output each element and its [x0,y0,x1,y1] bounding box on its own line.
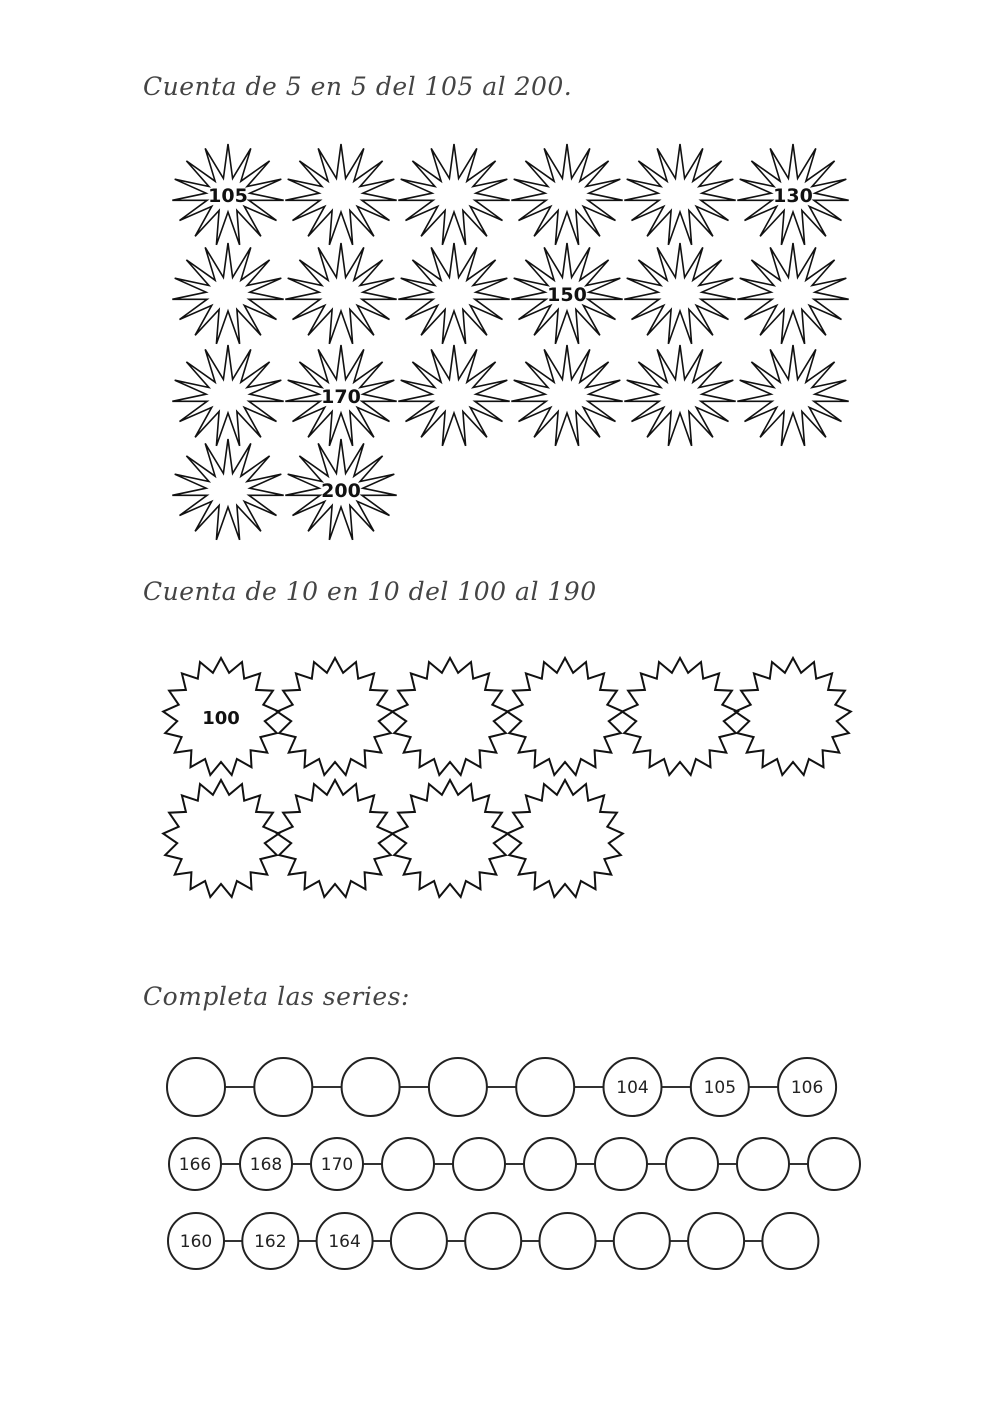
star-outline [735,658,851,775]
sun-4-2[interactable] [285,439,396,540]
sun-outline [285,243,396,344]
series-3-circle-9[interactable] [762,1213,818,1269]
series-1-circle-6[interactable] [604,1058,662,1116]
series-1-circle-8[interactable] [778,1058,836,1116]
sun-3-4[interactable] [511,345,622,446]
series-circle-outline [254,1058,312,1116]
star-2-3[interactable] [392,780,508,897]
sun-4-1[interactable] [172,439,283,540]
star-1-6[interactable] [735,658,851,775]
star-outline [392,658,508,775]
series-circle-outline [666,1138,718,1190]
series-circle-outline [391,1213,447,1269]
sun-number: 105 [208,185,248,207]
series-1-circle-4[interactable] [429,1058,487,1116]
star-outline [163,780,279,897]
series-circle-outline [465,1213,521,1269]
series-circle-outline [167,1058,225,1116]
section1-title: Cuenta de 5 en 5 del 105 al 200. [143,72,573,101]
series-2-circle-3[interactable] [311,1138,363,1190]
sun-3-3[interactable] [398,345,509,446]
series-3-circle-6[interactable] [540,1213,596,1269]
star-1-3[interactable] [392,658,508,775]
sun-number: 200 [321,480,361,502]
sun-outline [624,144,735,245]
section3-series [167,1058,860,1269]
star-outline [507,658,623,775]
sun-1-1[interactable] [172,144,283,245]
sun-3-5[interactable] [624,345,735,446]
series-2-circle-7[interactable] [595,1138,647,1190]
sun-3-2[interactable] [285,345,396,446]
series-1-circle-3[interactable] [342,1058,400,1116]
star-outline [392,780,508,897]
series-2-circle-9[interactable] [737,1138,789,1190]
sun-outline [172,345,283,446]
sun-number: 170 [321,386,361,408]
sun-outline [737,345,848,446]
star-2-4[interactable] [507,780,623,897]
series-2-circle-5[interactable] [453,1138,505,1190]
series-2-circle-1[interactable] [169,1138,221,1190]
series-2-circle-4[interactable] [382,1138,434,1190]
series-3-circle-1[interactable] [168,1213,224,1269]
series-2 [169,1138,860,1190]
series-1-circle-2[interactable] [254,1058,312,1116]
series-3-circle-5[interactable] [465,1213,521,1269]
series-number: 164 [328,1232,361,1252]
series-circle-outline [429,1058,487,1116]
sun-1-5[interactable] [624,144,735,245]
series-number: 170 [320,1155,354,1175]
section2-stars [163,658,851,897]
series-2-circle-2[interactable] [240,1138,292,1190]
series-number: 105 [703,1078,737,1098]
sun-number: 130 [773,185,813,207]
series-circle-outline [762,1213,818,1269]
star-1-4[interactable] [507,658,623,775]
series-circle-outline [595,1138,647,1190]
series-circle-outline [614,1213,670,1269]
sun-outline [398,243,509,344]
star-1-5[interactable] [622,658,738,775]
series-circle-outline [808,1138,860,1190]
series-2-circle-6[interactable] [524,1138,576,1190]
sun-outline [172,439,283,540]
sun-3-1[interactable] [172,345,283,446]
sun-outline [624,345,735,446]
sun-1-2[interactable] [285,144,396,245]
sun-2-4[interactable] [511,243,622,344]
star-outline [277,780,393,897]
section1-suns [172,144,848,540]
series-3 [168,1213,818,1269]
series-circle-outline [524,1138,576,1190]
section2-title: Cuenta de 10 en 10 del 100 al 190 [143,577,597,606]
series-3-circle-8[interactable] [688,1213,744,1269]
series-number: 106 [790,1078,824,1098]
series-circle-outline [382,1138,434,1190]
star-outline [507,780,623,897]
series-number: 104 [616,1078,649,1098]
series-3-circle-7[interactable] [614,1213,670,1269]
series-circle-outline [342,1058,400,1116]
sun-outline [511,345,622,446]
sun-outline [172,243,283,344]
sun-outline [737,243,848,344]
sun-2-5[interactable] [624,243,735,344]
star-outline [622,658,738,775]
series-circle-outline [540,1213,596,1269]
series-1-circle-7[interactable] [691,1058,749,1116]
series-3-circle-3[interactable] [317,1213,373,1269]
sun-outline [398,345,509,446]
series-2-circle-8[interactable] [666,1138,718,1190]
series-3-circle-4[interactable] [391,1213,447,1269]
star-2-2[interactable] [277,780,393,897]
series-circle-outline [737,1138,789,1190]
sun-2-2[interactable] [285,243,396,344]
series-circle-outline [688,1213,744,1269]
series-2-circle-10[interactable] [808,1138,860,1190]
series-number: 160 [179,1232,213,1252]
star-number: 100 [202,708,240,729]
section3-title: Completa las series: [143,982,410,1011]
star-2-1[interactable] [163,780,279,897]
star-outline [277,658,393,775]
series-circle-outline [516,1058,574,1116]
sun-outline [624,243,735,344]
sun-outline [398,144,509,245]
star-1-1[interactable] [163,658,279,775]
sun-2-1[interactable] [172,243,283,344]
series-1-circle-1[interactable] [167,1058,225,1116]
sun-1-3[interactable] [398,144,509,245]
sun-outline [511,144,622,245]
sun-number: 150 [547,284,587,306]
series-1-circle-5[interactable] [516,1058,574,1116]
sun-2-3[interactable] [398,243,509,344]
star-1-2[interactable] [277,658,393,775]
sun-1-6[interactable] [737,144,848,245]
sun-1-4[interactable] [511,144,622,245]
series-number: 166 [178,1155,212,1175]
sun-3-6[interactable] [737,345,848,446]
series-3-circle-2[interactable] [242,1213,298,1269]
sun-2-6[interactable] [737,243,848,344]
series-number: 162 [254,1232,287,1252]
sun-outline [285,144,396,245]
series-circle-outline [453,1138,505,1190]
series-1 [167,1058,836,1116]
series-number: 168 [249,1155,283,1175]
